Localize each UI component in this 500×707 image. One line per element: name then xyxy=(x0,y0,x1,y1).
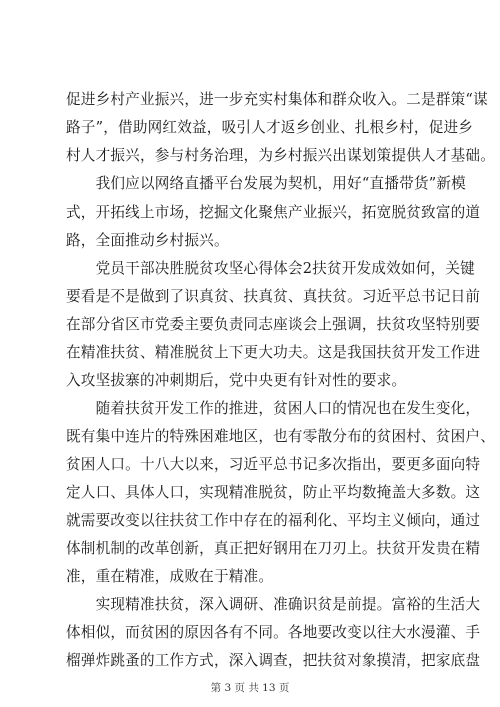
text-line: 我们应以网络直播平台发展为契机，用好“直播带货”新模 xyxy=(66,175,466,192)
text-line: 入攻坚拔寨的冲刺期后，党中央更有针对性的要求。 xyxy=(66,372,407,389)
page-number-footer: 第 3 页 共 13 页 xyxy=(210,682,290,694)
text-line: 实现精准扶贫，深入调研、准确识贫是前提。富裕的生活大 xyxy=(66,596,481,613)
text-line: 村人才振兴，参与村务治理，为乡村振兴出谋划策提供人才基础。 xyxy=(66,147,496,164)
text-line: 在精准扶贫、精准脱贫上下更大功夫。这是我国扶贫开发工作进 xyxy=(66,344,481,361)
text-line: 体制机制的改革创新，真正把好钢用在刀刃上。扶贫开发贵在精 xyxy=(66,540,481,557)
text-line: 促进乡村产业振兴，进一步充实村集体和群众收入。二是群策“谋 xyxy=(66,91,488,108)
text-line: 要看是不是做到了识真贫、扶真贫、真扶贫。习近平总书记日前 xyxy=(66,288,481,305)
text-line: 党员干部决胜脱贫攻坚心得体会2扶贫开发成效如何，关键 xyxy=(66,260,475,277)
text-line: 路，全面推动乡村振兴。 xyxy=(66,232,229,249)
text-line: 体相似，而贫困的原因各有不同。各地要改变以往大水漫灌、手 xyxy=(66,624,481,641)
text-line: 式，开拓线上市场，挖掘文化聚焦产业振兴，拓宽脱贫致富的道 xyxy=(66,204,481,221)
text-line: 路子”，借助网红效益，吸引人才返乡创业、扎根乡村，促进乡 xyxy=(66,119,474,136)
text-line: 贫困人口。十八大以来，习近平总书记多次指出，要更多面向特 xyxy=(66,456,481,473)
text-line: 既有集中连片的特殊困难地区，也有零散分布的贫困村、贫困户、 xyxy=(66,428,496,445)
text-line: 定人口、具体人口，实现精准脱贫，防止平均数掩盖大多数。这 xyxy=(66,484,481,501)
text-line: 在部分省区市党委主要负责同志座谈会上强调，扶贫攻坚特别要 xyxy=(66,316,481,333)
text-line: 就需要改变以往扶贫工作中存在的福利化、平均主义倾向，通过 xyxy=(66,512,481,529)
text-line: 随着扶贫开发工作的推进，贫困人口的情况也在发生变化， xyxy=(66,400,481,417)
text-line: 榴弹炸跳蚤的工作方式，深入调查，把扶贫对象摸清，把家底盘 xyxy=(66,652,481,669)
text-line: 准，重在精准，成败在于精准。 xyxy=(66,568,274,585)
